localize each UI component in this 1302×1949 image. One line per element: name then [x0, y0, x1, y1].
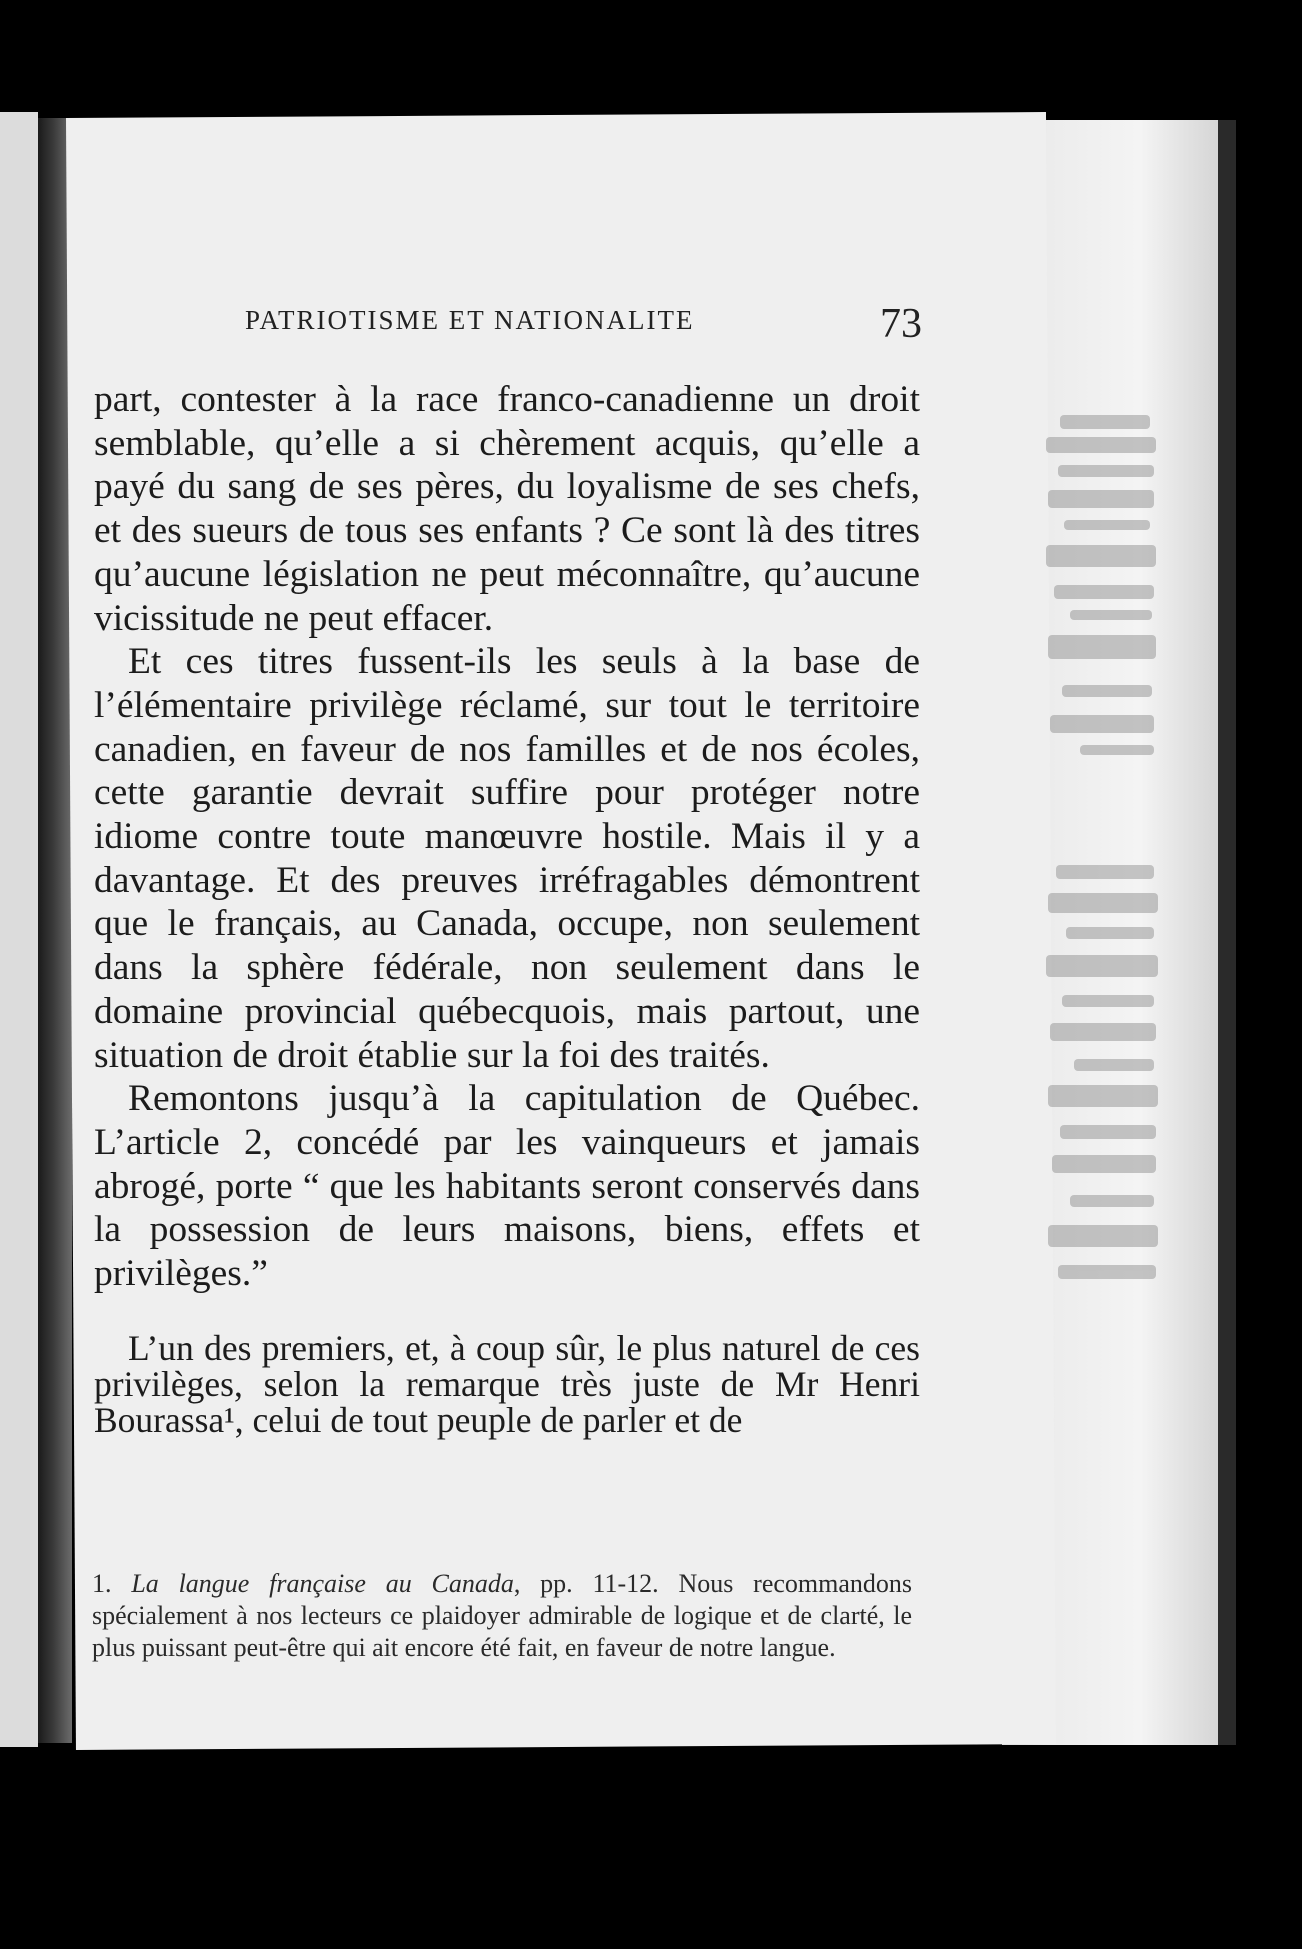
paragraph: L’un des premiers, et, à coup sûr, le plus naturel de ces privilèges, selon la remarque très juste de Mr Henri Bourassa¹, celui de tout peuple de parler et de — [94, 1327, 920, 1440]
adjacent-page-edge — [0, 112, 38, 1747]
page-edge-shadow — [1218, 120, 1236, 1745]
paragraph: Remontons jusqu’à la capitulation de Québec. L’article 2, concédé par les vainqueurs et jamais abrogé, porte “ que les habitants seront conservés dans la possession de leurs maisons, biens, effets et privilèges.” — [94, 1078, 920, 1295]
footnote-text: , pp. 11-12. Nous recommandons spécialement à nos lecteurs ce plaidoyer admirable de logique et de clarté, le plus puissant peut-être qui ait encore été fait, en faveur de notre langue. — [92, 1569, 912, 1662]
running-title: PATRIOTISME ET NATIONALITE — [245, 305, 695, 335]
footnote — [92, 1568, 912, 1664]
footnote-marker: 1. — [92, 1569, 112, 1598]
paragraph: part, contester à la race franco-canadienne un droit semblable, qu’elle a si chèrement acquis, qu’elle a payé du sang de ses pères, du loyalisme de ses chefs, et des sueurs de tous ses enfants ? Ce sont là des titres qu’aucune législation ne peut méconnaître, qu’aucune vicissitude ne peut effacer. — [94, 379, 920, 639]
paragraph: Et ces titres fussent-ils les seuls à la base de l’élémentaire privilège réclamé, sur tout le territoire canadien, en faveur de nos familles et de nos écoles, cette garantie devrait suffire pour protéger notre idiome contre toute manœuvre hostile. Mais il y a davantage. Et des preuves irréfragables démontrent que le français, au Canada, occupe, non seulement dans la sphère fédérale, non seulement dans le domaine provincial québecquois, mais partout, une situation de droit établie sur la foi des traités. — [94, 641, 920, 1076]
page-number: 73 — [880, 301, 922, 347]
cancelled-stamp — [1040, 395, 1170, 1315]
body-text — [94, 378, 920, 1438]
footnote-title: La langue française au Canada — [131, 1569, 514, 1598]
